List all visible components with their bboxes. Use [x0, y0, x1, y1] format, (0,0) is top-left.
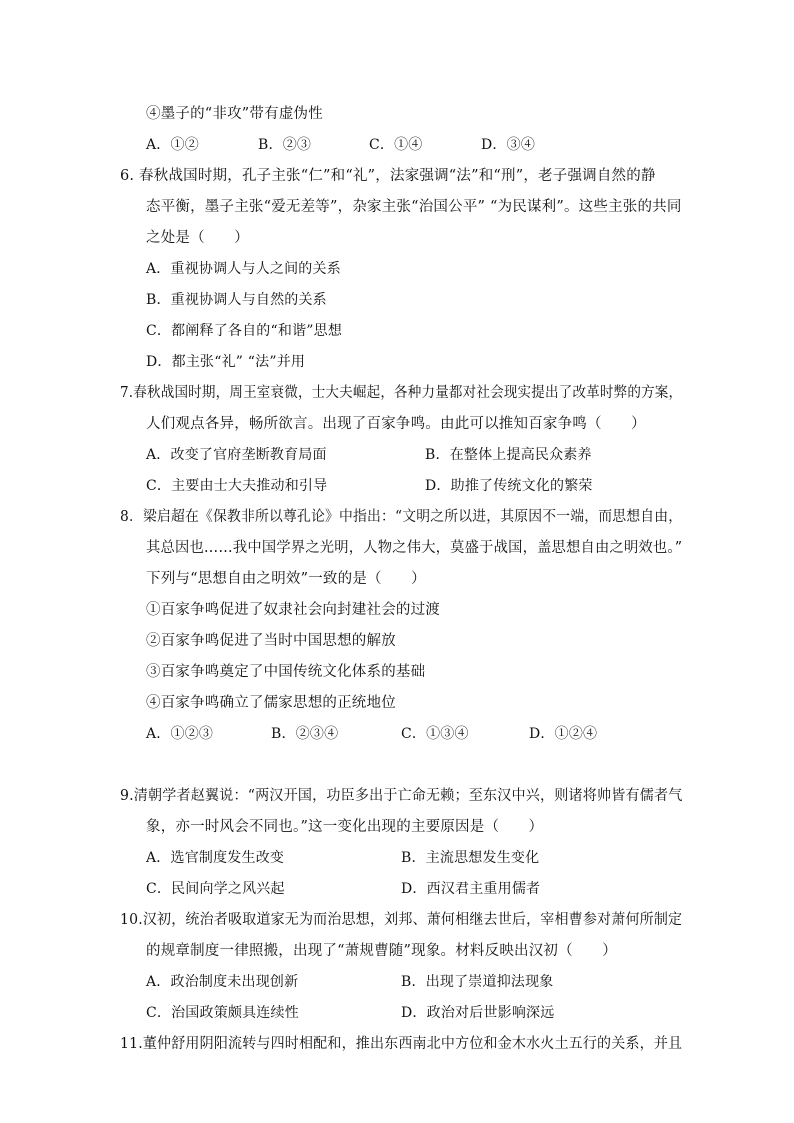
- q5-option-b: B．②③: [258, 137, 312, 153]
- q11-stem-line1: 11.董仲舒用阴阳流转与四时相配和，推出东西南北中方位和金木水火土五行的关系，并且: [120, 1036, 683, 1052]
- q6-option-c: C．都阐释了各自的“和谐”思想: [146, 323, 343, 339]
- q8-statement-4: ④百家争鸣确立了儒家思想的正统地位: [146, 695, 396, 711]
- q7-option-a: A．改变了官府垄断教育局面: [146, 447, 327, 463]
- q6-option-d: D．都主张“礼” “法”并用: [146, 354, 306, 370]
- q8-stem-line1: 8．梁启超在《保教非所以尊孔论》中指出：“文明之所以进，其原因不一端，而思想自由，: [120, 509, 683, 525]
- q10-stem-line1: 10.汉初，统治者吸取道家无为而治思想，刘邦、萧何相继去世后，宰相曹参对萧何所制定: [120, 912, 683, 928]
- q8-option-a: A．①②③: [146, 726, 214, 742]
- q7-stem-line2: 人们观点各异，畅所欲言。出现了百家争鸣。由此可以推知百家争鸣（ ）: [146, 416, 646, 432]
- q8-stem-line2: 其总因也……我中国学界之光明，人物之伟大，莫盛于战国，盖思想自由之明效也。”: [146, 540, 683, 556]
- q9-option-d: D．西汉君主重用儒者: [401, 881, 541, 897]
- q8-stem-line3: 下列与“思想自由之明效”一致的是（ ）: [146, 571, 426, 587]
- q7-option-d: D．助推了传统文化的繁荣: [425, 478, 593, 494]
- q10-option-c: C．治国政策颇具连续性: [146, 1005, 299, 1021]
- q8-option-b: B．②③④: [271, 726, 339, 742]
- q6-stem-line2: 态平衡，墨子主张“爱无差等”，杂家主张“治国公平” “为民谋利”。这些主张的共同: [146, 199, 682, 215]
- q6-stem-line1: 6. 春秋战国时期，孔子主张“仁”和“礼”，法家强调“法”和“刑”，老子强调自然的静: [120, 168, 656, 184]
- q7-option-b: B．在整体上提高民众素养: [425, 447, 592, 463]
- q8-option-d: D．①②④: [529, 726, 598, 742]
- q8-statement-2: ②百家争鸣促进了当时中国思想的解放: [146, 633, 396, 649]
- q7-option-c: C．主要由士大夫推动和引导: [146, 478, 328, 494]
- q9-option-a: A．选官制度发生改变: [146, 850, 285, 866]
- q6-option-b: B．重视协调人与自然的关系: [146, 292, 327, 308]
- q6-option-a: A．重视协调人与人之间的关系: [146, 261, 341, 277]
- q9-stem-line1: 9.清朝学者赵翼说：“两汉开国，功臣多出于亡命无赖；至东汉中兴，则诸将帅皆有儒者气: [120, 788, 683, 804]
- q10-option-b: B．出现了崇道抑法现象: [401, 974, 554, 990]
- q5-option-d: D．③④: [481, 137, 536, 153]
- q5-option-a: A．①②: [146, 137, 199, 153]
- q8-option-c: C．①③④: [401, 726, 469, 742]
- q10-stem-line2: 的规章制度一律照搬，出现了“萧规曹随”现象。材料反映出汉初（ ）: [146, 943, 617, 959]
- q10-option-a: A．政治制度未出现创新: [146, 974, 299, 990]
- q5-statement-4: ④墨子的“非攻”带有虚伪性: [146, 106, 323, 122]
- q5-option-c: C．①④: [369, 137, 423, 153]
- q10-option-d: D．政治对后世影响深远: [401, 1005, 555, 1021]
- q6-stem-line3: 之处是（ ）: [146, 230, 249, 246]
- q9-option-b: B．主流思想发生变化: [401, 850, 540, 866]
- q7-stem-line1: 7.春秋战国时期，周王室衰微，士大夫崛起，各种力量都对社会现实提出了改革时弊的方案，: [120, 385, 683, 401]
- q8-statement-3: ③百家争鸣奠定了中国传统文化体系的基础: [146, 664, 426, 680]
- q9-stem-line2: 象，亦一时风会不同也。”这一变化出现的主要原因是（ ）: [146, 819, 544, 835]
- q9-option-c: C．民间向学之风兴起: [146, 881, 285, 897]
- q8-statement-1: ①百家争鸣促进了奴隶社会向封建社会的过渡: [146, 602, 440, 618]
